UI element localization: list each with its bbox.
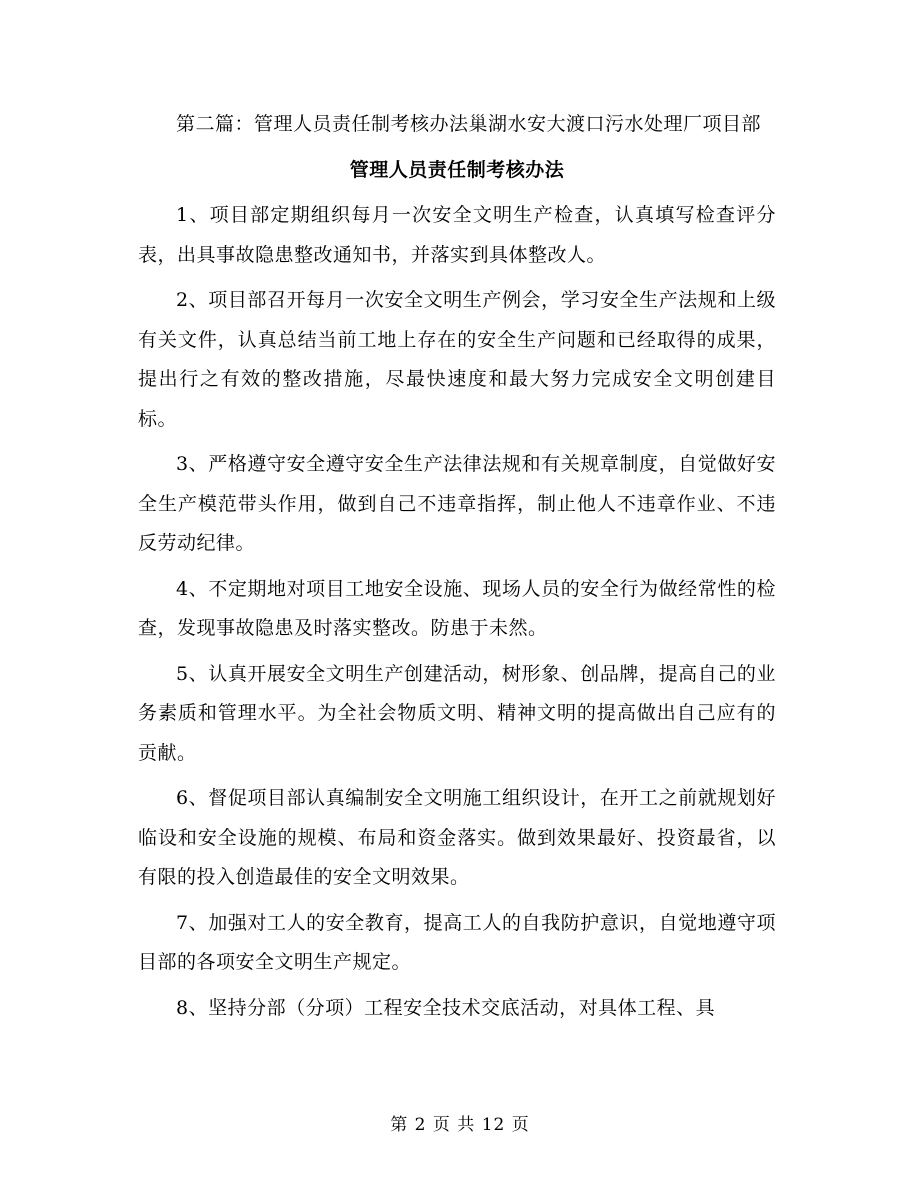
paragraph-4: 4、不定期地对项目工地安全设施、现场人员的安全行为做经常性的检查，发现事故隐患及时落实整改。防患于未然。 bbox=[138, 577, 776, 639]
document-heading: 第二篇：管理人员责任制考核办法巢湖水安大渡口污水处理厂项目部 bbox=[176, 113, 762, 135]
document-body bbox=[138, 104, 776, 1028]
paragraph-1: 1、项目部定期组织每月一次安全文明生产检查，认真填写检查评分表，出具事故隐患整改通知书，并落实到具体整改人。 bbox=[138, 204, 776, 266]
page-footer: 第 2 页 共 12 页 bbox=[390, 1115, 530, 1135]
document-subtitle: 管理人员责任制考核办法 bbox=[349, 159, 565, 181]
paragraph-5: 5、认真开展安全文明生产创建活动，树形象、创品牌，提高自己的业务素质和管理水平。为全社会物质文明、精神文明的提高做出自己应有的贡献。 bbox=[138, 662, 776, 764]
paragraph-8: 8、坚持分部（分项）工程安全技术交底活动，对具体工程、具 bbox=[176, 996, 716, 1019]
paragraph-6: 6、督促项目部认真编制安全文明施工组织设计，在开工之前就规划好临设和安全设施的规模、布局和资金落实。做到效果最好、投资最省，以有限的投入创造最佳的安全文明效果。 bbox=[138, 787, 776, 888]
paragraph-3: 3、严格遵守安全遵守安全生产法律法规和有关规章制度，自觉做好安全生产模范带头作用，做到自己不违章指挥，制止他人不违章作业、不违反劳动纪律。 bbox=[138, 453, 776, 554]
paragraph-2: 2、项目部召开每月一次安全文明生产例会，学习安全生产法规和上级有关文件，认真总结当前工地上存在的安全生产问题和已经取得的成果，提出行之有效的整改措施，尽最快速度和最大努力完成安全文明创建目标。 bbox=[138, 289, 776, 430]
paragraph-7: 7、加强对工人的安全教育，提高工人的自我防护意识，自觉地遵守项目部的各项安全文明生产规定。 bbox=[138, 911, 776, 973]
